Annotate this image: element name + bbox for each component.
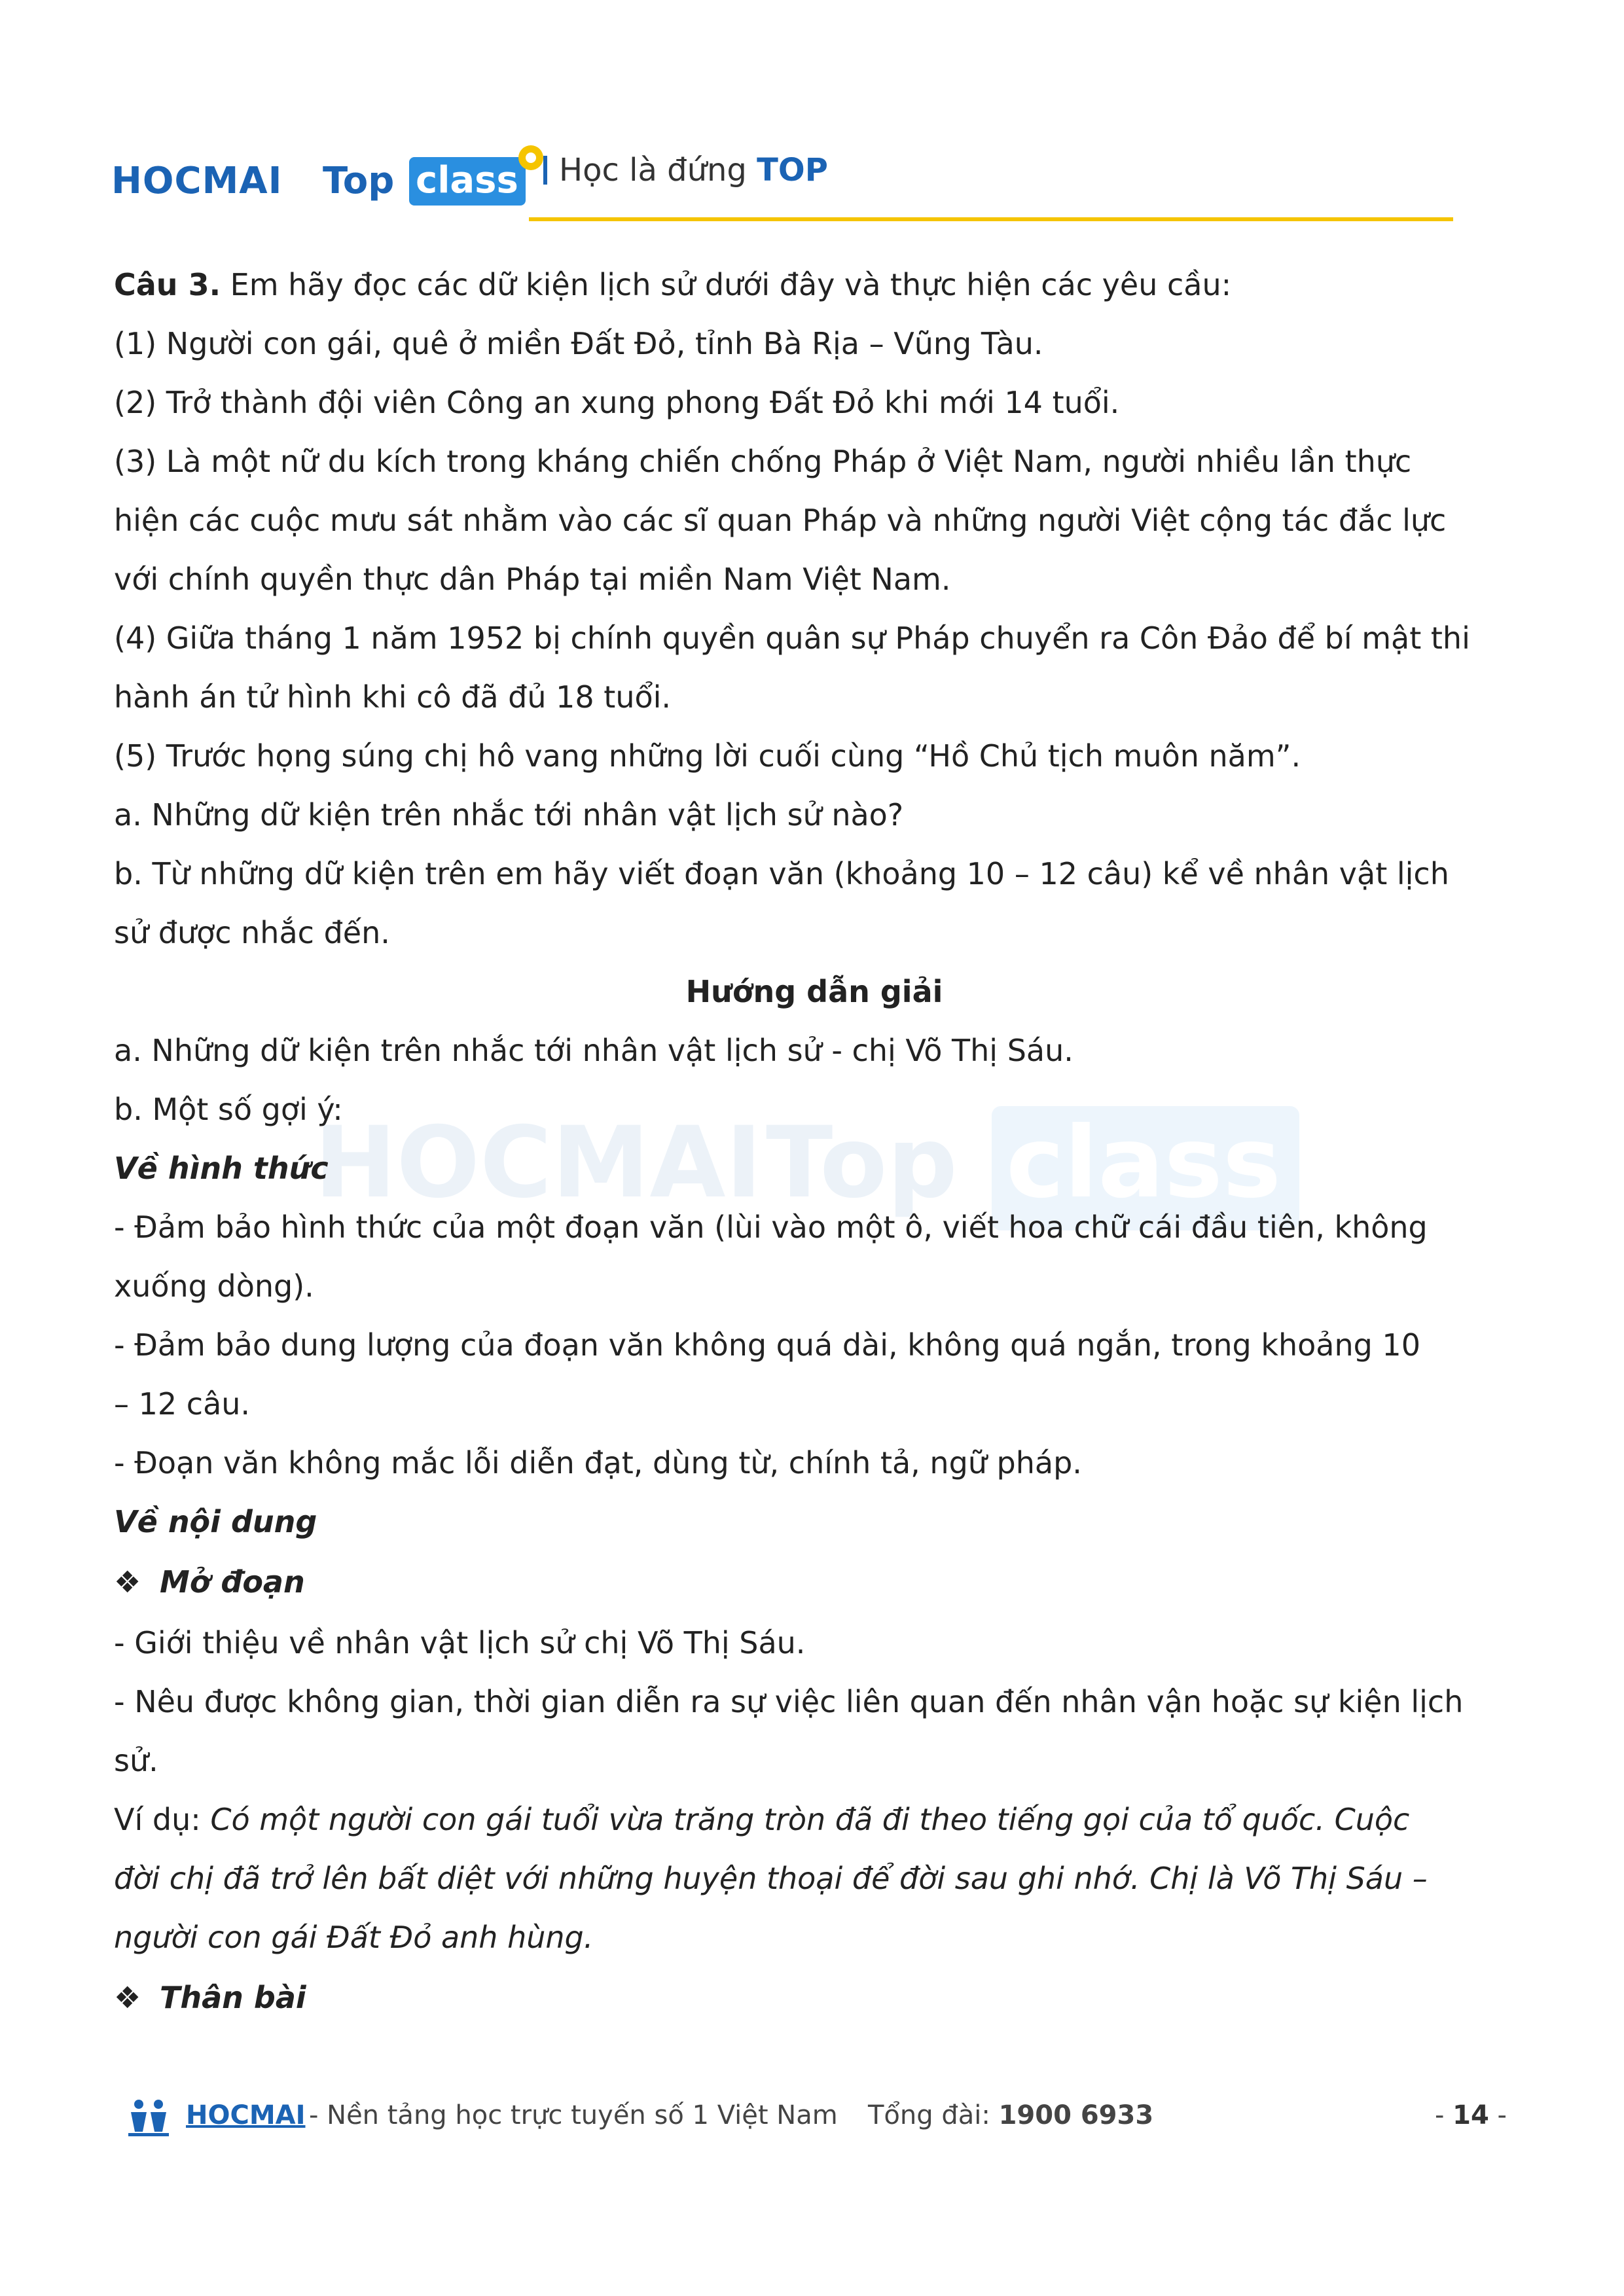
question-line: b. Từ những dữ kiện trên em hãy viết đoạn văn (khoảng 10 – 12 câu) kể về nhân vật lịch (114, 856, 1449, 891)
example-line: người con gái Đất Đỏ anh hùng. (114, 1920, 594, 1955)
question-line: hiện các cuộc mưu sát nhằm vào các sĩ quan Pháp và những người Việt cộng tác đắc lực (114, 503, 1447, 538)
logo-top-text: Top (323, 160, 395, 202)
question-line: (4) Giữa tháng 1 năm 1952 bị chính quyền quân sự Pháp chuyển ra Côn Đảo để bí mật thi (114, 620, 1470, 656)
question-line: (3) Là một nữ du kích trong kháng chiến chống Pháp ở Việt Nam, người nhiều lần thực (114, 444, 1412, 479)
tagline-text: Học là đứng (559, 152, 757, 188)
diamond-bullet-icon: ❖ (114, 1980, 141, 2015)
tagline-brand: TOP (757, 152, 828, 188)
question-line: a. Những dữ kiện trên nhắc tới nhân vật lịch sử nào? (114, 797, 904, 833)
logo-sun-icon (518, 145, 543, 170)
footer-hotline (868, 2100, 1153, 2130)
page-footer (126, 2091, 1507, 2144)
example-line: đời chị đã trở lên bất diệt với những huyện thoại để đời sau ghi nhớ. Chị là Võ Thị Sáu – (114, 1861, 1428, 1896)
hocmai-people-icon (126, 2098, 171, 2137)
form-line: xuống dòng). (114, 1268, 314, 1304)
answer-a: a. Những dữ kiện trên nhắc tới nhân vật lịch sử - chị Võ Thị Sáu. (114, 1033, 1074, 1068)
header-tagline (543, 152, 828, 188)
tagline-divider (543, 156, 547, 185)
form-line: – 12 câu. (114, 1386, 251, 1422)
intro-line: - Giới thiệu về nhân vật lịch sử chị Võ Thị Sáu. (114, 1625, 806, 1660)
example-label: Ví dụ: (114, 1802, 211, 1837)
body-heading-row (114, 1967, 1515, 2029)
diamond-bullet-icon: ❖ (114, 1564, 141, 1600)
body-heading: Thân bài (160, 1980, 306, 2015)
question-line: (2) Trở thành đội viên Công an xung phong Đất Đỏ khi mới 14 tuổi. (114, 385, 1120, 420)
question-label: Câu 3. (114, 267, 221, 302)
hotline-number: 1900 6933 (998, 2100, 1154, 2130)
watermark-top: Top (766, 1106, 958, 1220)
logo-hocmai-text: HOCMAI (111, 160, 283, 202)
page-prefix: - (1435, 2100, 1453, 2130)
question-line: hành án tử hình khi cô đã đủ 18 tuổi. (114, 679, 672, 715)
answer-b: b. Một số gợi ý: (114, 1092, 343, 1127)
watermark-class: class (1006, 1106, 1282, 1220)
form-heading: Về hình thức (114, 1151, 329, 1186)
intro-line: sử. (114, 1743, 158, 1778)
footer-brand-link[interactable]: HOCMAI (186, 2100, 306, 2130)
form-line: - Đảm bảo dung lượng của đoạn văn không quá dài, không quá ngắn, trong khoảng 10 (114, 1327, 1420, 1363)
watermark-hocmai: HOCMAI (314, 1106, 763, 1220)
document-body (114, 255, 1515, 2029)
intro-heading-row (114, 1551, 1515, 1613)
footer-slogan: - Nền tảng học trực tuyến số 1 Việt Nam (309, 2100, 838, 2130)
logo-class-text: class (416, 159, 518, 202)
form-line: - Đoạn văn không mắc lỗi diễn đạt, dùng từ, chính tả, ngữ pháp. (114, 1445, 1082, 1480)
page-number (1435, 2100, 1507, 2130)
page-number-value: 14 (1453, 2100, 1489, 2130)
content-heading: Về nội dung (114, 1504, 317, 1539)
question-prompt: Em hãy đọc các dữ kiện lịch sử dưới đây và thực hiện các yêu cầu: (221, 267, 1232, 302)
question-line: (5) Trước họng súng chị hô vang những lời cuối cùng “Hồ Chủ tịch muôn năm”. (114, 738, 1301, 774)
example-line (114, 1790, 1515, 1849)
solution-title: Hướng dẫn giải (685, 974, 943, 1009)
form-line: - Đảm bảo hình thức của một đoạn văn (lùi vào một ô, viết hoa chữ cái đầu tiên, không (114, 1210, 1428, 1245)
page-suffix: - (1489, 2100, 1507, 2130)
example-text: Có một người con gái tuổi vừa trăng tròn đã đi theo tiếng gọi của tổ quốc. Cuộc (210, 1802, 1410, 1837)
question-line: với chính quyền thực dân Pháp tại miền Nam Việt Nam. (114, 562, 951, 597)
question-line: sử được nhắc đến. (114, 915, 390, 950)
intro-line: - Nêu được không gian, thời gian diễn ra sự việc liên quan đến nhân vận hoặc sự kiện lịch (114, 1684, 1464, 1719)
header-underline (529, 217, 1453, 221)
question-heading (114, 255, 1515, 314)
hotline-label: Tổng đài: (868, 2100, 999, 2130)
intro-heading: Mở đoạn (160, 1564, 305, 1600)
logo-class-badge (409, 157, 526, 206)
question-line: (1) Người con gái, quê ở miền Đất Đỏ, tỉnh Bà Rịa – Vũng Tàu. (114, 326, 1043, 361)
